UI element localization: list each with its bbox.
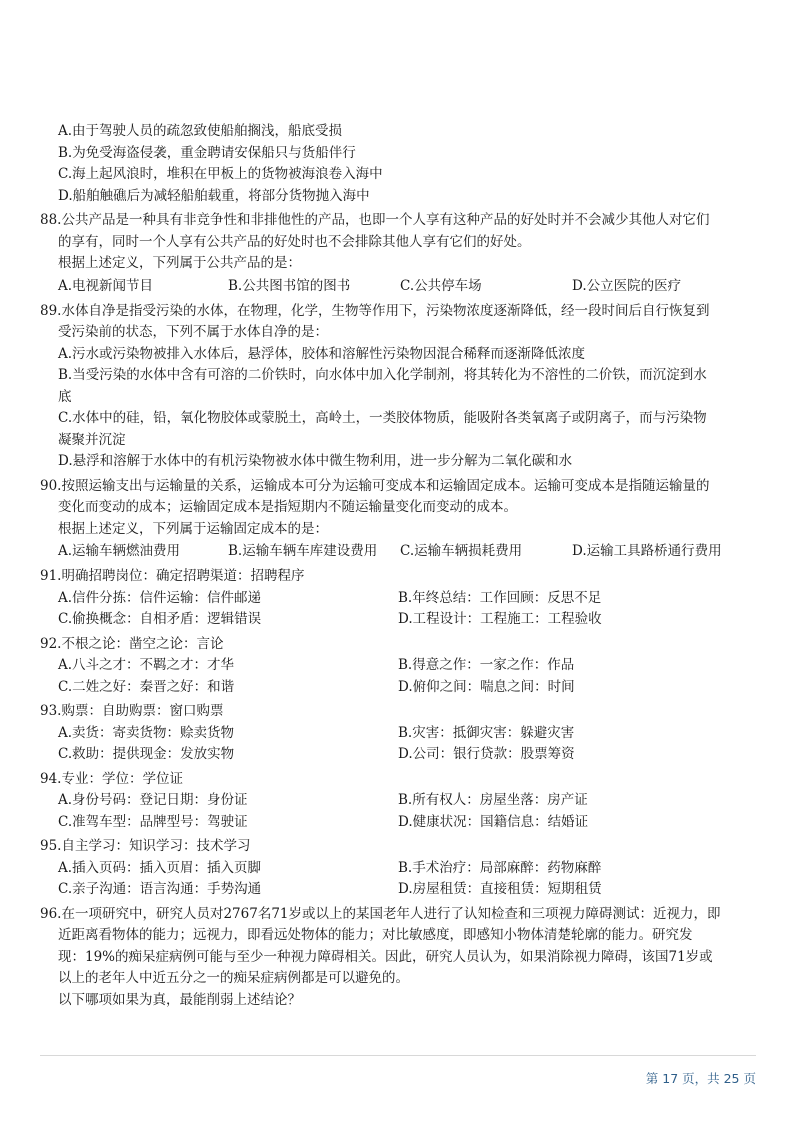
options-row — [40, 790, 762, 812]
option-d: D.船舶触礁后为减轻船舶载重，将部分货物抛入海中 — [58, 187, 370, 204]
question-93 — [40, 701, 762, 766]
question-stem: 变化而变动的成本；运输固定成本是指短期内不随运输量变化而变动的成本。 — [58, 499, 517, 515]
option-a: A.身份号码：登记日期：身份证 — [58, 792, 248, 808]
option-c: C.偷换概念：自相矛盾：逻辑错误 — [58, 611, 262, 627]
question-92 — [40, 634, 762, 699]
option-d: D.悬浮和溶解于水体中的有机污染物被水体中微生物利用，进一步分解为二氧化碳和水 — [58, 453, 573, 469]
question-88 — [40, 210, 762, 298]
option-c-continued: 凝聚并沉淀 — [58, 431, 126, 448]
option-d: D.公司：银行贷款：股票筹资 — [398, 746, 575, 762]
option-a: A.运输车辆燃油费用 — [58, 543, 181, 559]
question-87-options — [40, 121, 762, 207]
option-a: A.电视新闻节目 — [58, 277, 154, 294]
option-a: A.卖货：寄卖货物：赊卖货物 — [58, 724, 235, 741]
question-91 — [40, 566, 762, 631]
question-stem: 89.水体自净是指受污染的水体，在物理，化学，生物等作用下，污染物浓度逐渐降低，经一段时间后自行恢复到 — [40, 302, 710, 319]
option-a: A.污水或污染物被排入水体后，悬浮体，胶体和溶解性污染物因混合稀释而逐渐降低浓度 — [58, 345, 586, 362]
question-stem: 受污染前的状态，下列不属于水体自净的是： — [58, 324, 328, 340]
options-row — [40, 858, 762, 880]
footer-divider — [40, 1055, 756, 1056]
options-row — [40, 723, 762, 745]
question-prompt: 根据上述定义，下列属于运输固定成本的是： — [58, 520, 328, 537]
options-row — [40, 609, 762, 631]
option-d: D.房屋租赁：直接租赁：短期租赁 — [398, 881, 602, 897]
option-b: B.手术治疗：局部麻醉：药物麻醉 — [398, 859, 602, 876]
option-b: B.运输车辆车库建设费用 — [228, 543, 378, 559]
question-stem: 95.自主学习：知识学习：技术学习 — [40, 838, 251, 854]
options-row — [40, 879, 762, 901]
question-stem: 96.在一项研究中，研究人员对2767名71岁或以上的某国老年人进行了认知检查和三项视力障碍测试：近视力，即 — [40, 905, 721, 922]
option-d: D.俯仰之间：喘息之间：时间 — [398, 678, 575, 695]
options-row — [40, 588, 762, 610]
option-b: B.灾害：抵御灾害：躲避灾害 — [398, 724, 575, 741]
option-b: B.得意之作：一家之作：作品 — [398, 657, 575, 673]
option-c: C.海上起风浪时，堆积在甲板上的货物被海浪卷入海中 — [58, 166, 383, 182]
option-c: C.亲子沟通：语言沟通：手势沟通 — [58, 881, 262, 897]
option-c: C.公共停车场 — [400, 277, 482, 294]
option-c: C.运输车辆损耗费用 — [400, 543, 523, 559]
options-row — [40, 677, 762, 699]
option-b: B.年终总结：工作回顾：反思不足 — [398, 589, 602, 606]
question-89 — [40, 301, 762, 473]
option-c: C.救助：提供现金：发放实物 — [58, 746, 235, 762]
option-a: A.由于驾驶人员的疏忽致使船舶搁浅，船底受损 — [58, 123, 343, 139]
question-stem: 90.按照运输支出与运输量的关系，运输成本可分为运输可变成本和运输固定成本。运输可变成本是指随运输量的 — [40, 477, 710, 494]
question-stem: 以上的老年人中近五分之一的痴呆症病例都是可以避免的。 — [58, 970, 409, 986]
option-c: C.水体中的硅，铅，氧化物胶体或蒙脱土，高岭土，一类胶体物质，能吸附各类氧离子或阴离子，而与污染物 — [58, 410, 707, 426]
question-96 — [40, 904, 762, 1012]
page-number: 第 17 页，共 25 页 — [645, 1071, 756, 1086]
question-stem: 94.专业：学位：学位证 — [40, 770, 183, 787]
option-c: C.二姓之好：秦晋之好：和谐 — [58, 678, 235, 695]
question-stem: 现：19%的痴呆症病例可能与至少一种视力障碍相关。因此，研究人员认为，如果消除视力障碍，该国71岁或 — [58, 948, 713, 965]
option-a: A.信件分拣：信件运输：信件邮递 — [58, 589, 262, 606]
option-b: B.所有权人：房屋坐落：房产证 — [398, 792, 588, 808]
option-b: B.为免受海盗侵袭，重金聘请安保船只与货船伴行 — [58, 144, 356, 161]
question-95 — [40, 836, 762, 901]
question-prompt: 以下哪项如果为真，最能削弱上述结论？ — [58, 991, 301, 1008]
question-stem: 88.公共产品是一种具有非竞争性和非排他性的产品，也即一个人享有这种产品的好处时并不会减少其他人对它们 — [40, 212, 710, 228]
option-d: D.公立医院的医疗 — [572, 277, 682, 294]
question-stem: 的享有，同时一个人享有公共产品的好处时也不会排除其他人享有它们的好处。 — [58, 233, 531, 250]
question-stem: 92.不根之论：凿空之论：言论 — [40, 635, 224, 652]
page-content — [40, 121, 762, 1011]
options-row — [40, 540, 762, 563]
option-c: C.准驾车型：品牌型号：驾驶证 — [58, 813, 248, 830]
question-stem: 93.购票：自助购票：窗口购票 — [40, 703, 224, 719]
option-a: A.插入页码：插入页眉：插入页脚 — [58, 859, 262, 876]
options-row — [40, 655, 762, 677]
options-row — [40, 812, 762, 834]
option-a: A.八斗之才：不羁之才：才华 — [58, 657, 235, 673]
option-b-continued: 底 — [58, 388, 72, 405]
option-d: D.工程设计：工程施工：工程验收 — [398, 611, 602, 627]
question-stem: 近距离看物体的能力；远视力，即看远处物体的能力；对比敏感度，即感知小物体清楚轮廓的能力。研究发 — [58, 927, 693, 943]
options-row — [40, 275, 762, 298]
option-d: D.健康状况：国籍信息：结婚证 — [398, 813, 589, 830]
options-row — [40, 744, 762, 766]
question-prompt: 根据上述定义，下列属于公共产品的是： — [58, 255, 301, 271]
option-d: D.运输工具路桥通行费用 — [572, 543, 722, 559]
question-90 — [40, 476, 762, 564]
question-stem: 91.明确招聘岗位：确定招聘渠道：招聘程序 — [40, 568, 305, 584]
option-b: B.当受污染的水体中含有可溶的二价铁时，向水体中加入化学制剂，将其转化为不溶性的二价铁，而沉淀到水 — [58, 367, 707, 383]
question-94 — [40, 769, 762, 834]
option-b: B.公共图书馆的图书 — [228, 277, 351, 294]
